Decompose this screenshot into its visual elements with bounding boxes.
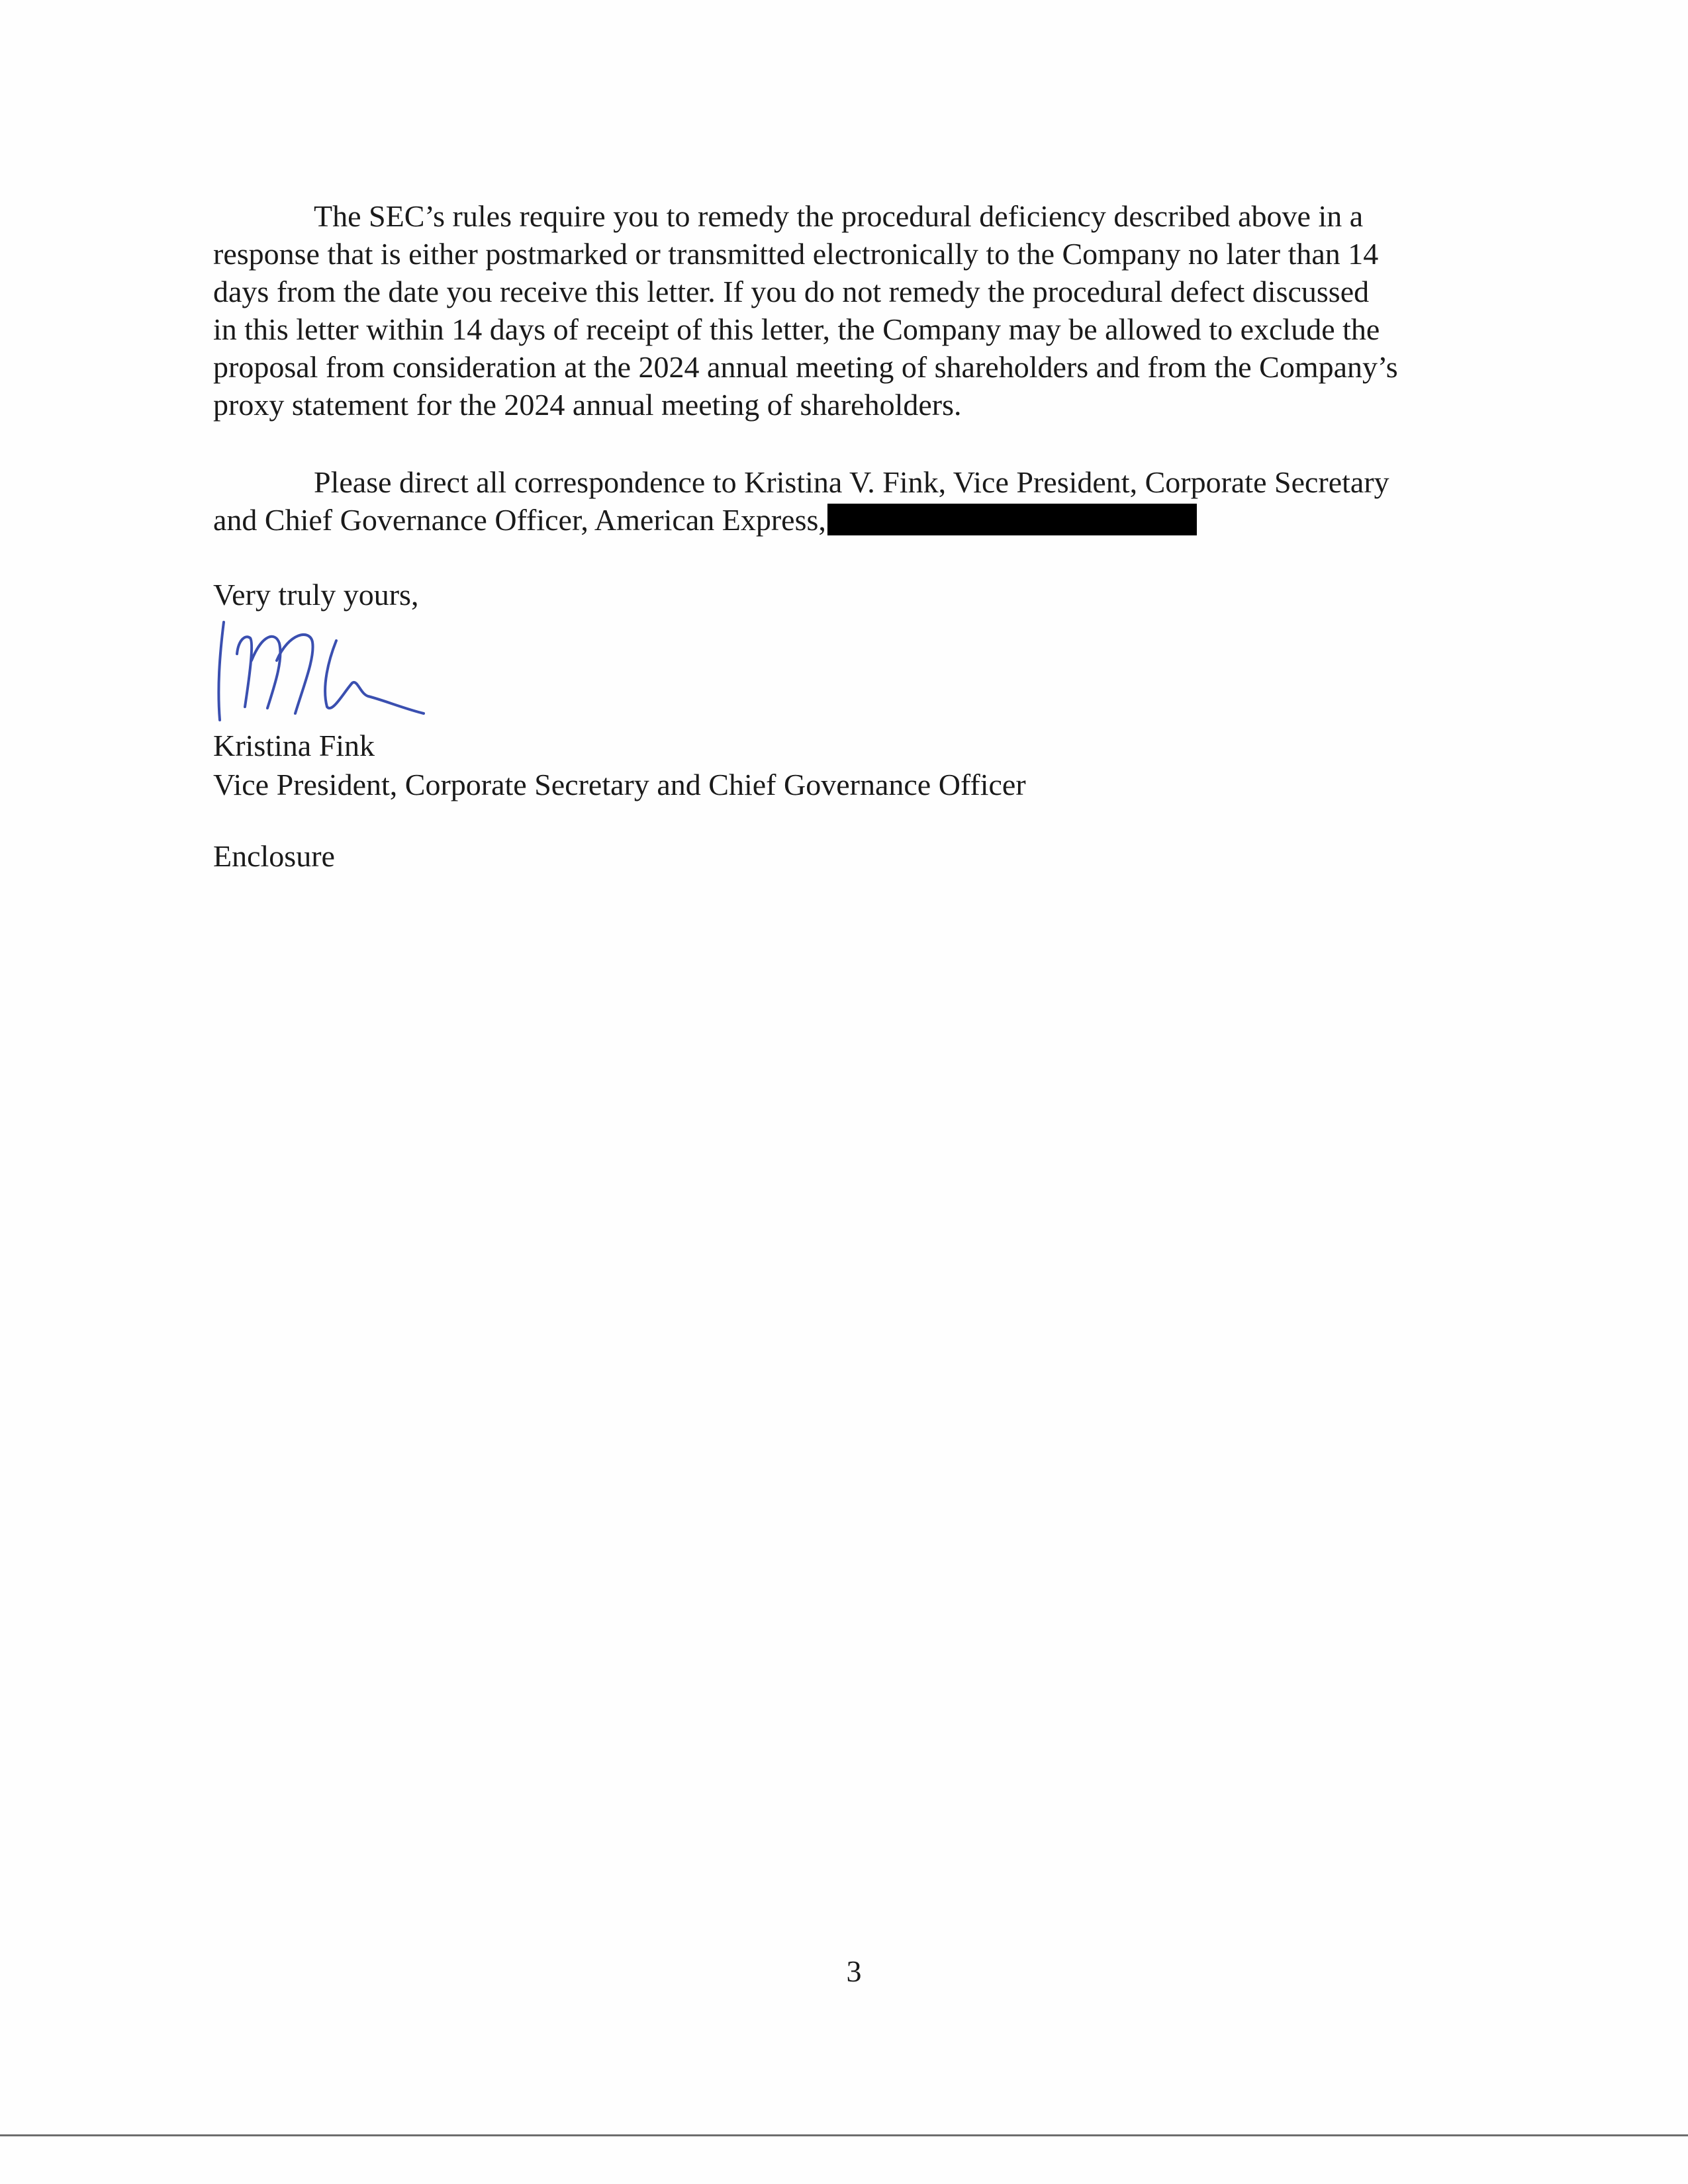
enclosure-note: Enclosure xyxy=(213,839,335,873)
paragraph-line: days from the date you receive this letter. If you do not remedy the procedural defect discussed xyxy=(213,275,1370,308)
signer-name: Kristina Fink xyxy=(213,729,375,762)
paragraph-deficiency-notice xyxy=(213,197,1511,424)
bottom-scan-edge xyxy=(0,2134,1688,2136)
paragraph-line: and Chief Governance Officer, American Express, xyxy=(213,503,826,537)
paragraph-line: proxy statement for the 2024 annual meeting of shareholders. xyxy=(213,388,962,422)
closing-salutation: Very truly yours, xyxy=(213,578,419,612)
paragraph-line: Please direct all correspondence to Kristina V. Fink, Vice President, Corporate Secretary xyxy=(314,465,1389,499)
paragraph-correspondence xyxy=(213,463,1511,539)
signer-title: Vice President, Corporate Secretary and Chief Governance Officer xyxy=(213,768,1026,801)
handwritten-signature xyxy=(211,614,462,733)
paragraph-line: proposal from consideration at the 2024 annual meeting of shareholders and from the Company’s xyxy=(213,350,1398,384)
page-number: 3 xyxy=(846,1954,862,1988)
paragraph-line: The SEC’s rules require you to remedy the procedural deficiency described above in a xyxy=(314,199,1364,233)
paragraph-line-with-redaction xyxy=(213,501,1511,539)
paragraph-line: response that is either postmarked or transmitted electronically to the Company no later than 14 xyxy=(213,237,1379,271)
paragraph-line: in this letter within 14 days of receipt of this letter, the Company may be allowed to exclude the xyxy=(213,312,1380,346)
redaction-bar xyxy=(827,504,1197,535)
